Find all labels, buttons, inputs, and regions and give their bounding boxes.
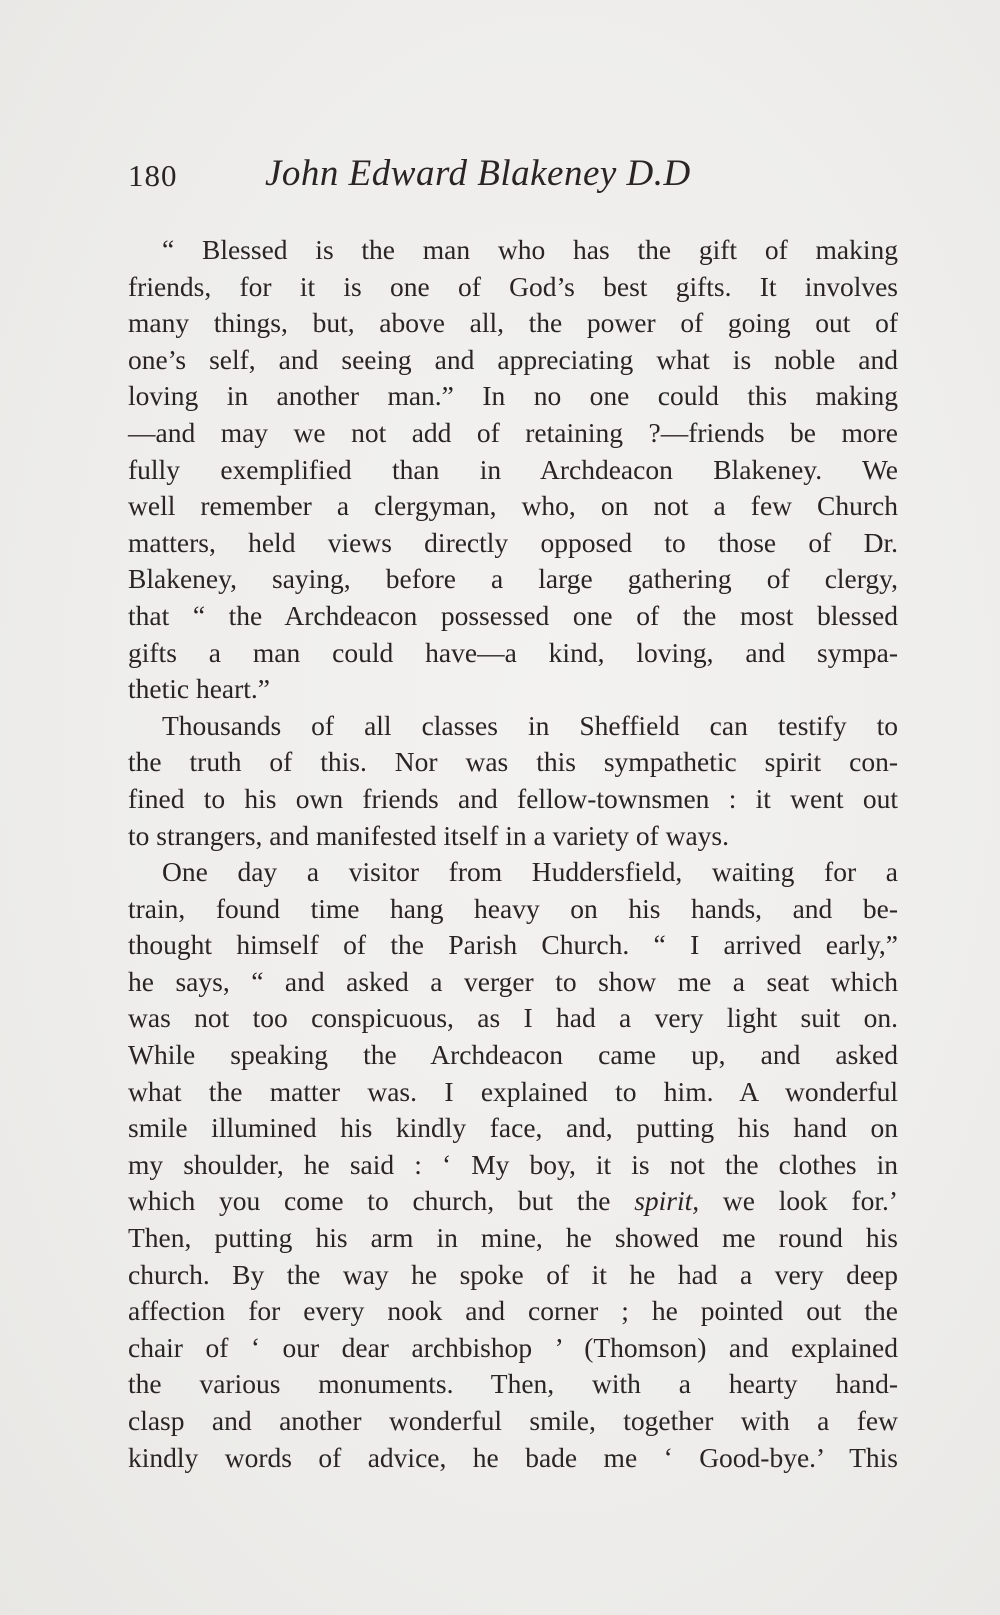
line-text: he says, “ and asked a verger to show me a seat which	[128, 965, 898, 997]
line-text: friends, for it is one of God’s best gifts. It involves	[128, 270, 898, 302]
line-text: thetic heart.”	[128, 673, 270, 705]
text-line	[128, 1330, 898, 1367]
line-text: While speaking the Archdeacon came up, and asked	[128, 1039, 898, 1071]
paragraph	[128, 708, 898, 854]
line-text: thought himself of the Parish Church. “ I arrived early,”	[128, 929, 898, 961]
text-line	[128, 1440, 898, 1477]
line-text: my shoulder, he said : ‘ My boy, it is not the clothes in	[128, 1148, 898, 1180]
line-text: clasp and another wonderful smile, together with a few	[128, 1405, 898, 1436]
text-line	[128, 1220, 898, 1257]
text-line	[128, 708, 898, 745]
line-text: matters, held views directly opposed to those of Dr.	[128, 526, 898, 558]
text-line	[128, 269, 898, 306]
paragraph	[128, 854, 898, 1476]
text-line	[128, 1074, 898, 1111]
line-text: “ Blessed is the man who has the gift of making	[162, 234, 898, 265]
page-number: 180	[128, 158, 178, 193]
text-line	[128, 598, 898, 635]
line-text: the various monuments. Then, with a hearty hand-	[128, 1368, 898, 1400]
line-text: fined to his own friends and fellow-townsmen : it went out	[128, 782, 898, 814]
text-line	[128, 1183, 898, 1220]
text-line	[128, 1037, 898, 1074]
line-text: that “ the Archdeacon possessed one of the most blessed	[128, 599, 898, 631]
text-line	[128, 744, 898, 781]
text-line	[128, 635, 898, 672]
line-text: smile illumined his kindly face, and, putting his hand on	[128, 1112, 898, 1144]
text-line	[128, 1110, 898, 1147]
line-text: kindly words of advice, he bade me ‘ Good-bye.’ This	[128, 1441, 898, 1473]
line-text: well remember a clergyman, who, on not a few Church	[128, 490, 898, 522]
text-line	[128, 1366, 898, 1403]
text-line	[128, 1147, 898, 1184]
line-text: what the matter was. I explained to him. A wonderful	[128, 1075, 898, 1107]
line-text: Then, putting his arm in mine, he showed me round his	[128, 1222, 898, 1254]
line-text: Blakeney, saying, before a large gathering of clergy,	[128, 563, 898, 595]
text-line	[128, 415, 898, 452]
page-header	[128, 152, 768, 202]
text-line	[128, 452, 898, 489]
line-text: affection for every nook and corner ; he pointed out the	[128, 1295, 898, 1327]
line-text: many things, but, above all, the power of going out of	[128, 307, 898, 339]
line-text: gifts a man could have—a kind, loving, and sympa-	[128, 636, 898, 668]
text-line	[128, 561, 898, 598]
text-line	[128, 927, 898, 964]
text-line	[128, 1293, 898, 1330]
text-line	[128, 1000, 898, 1037]
line-text: —and may we not add of retaining ?—friends be more	[128, 416, 898, 448]
body-text	[128, 232, 898, 1476]
line-text: fully exemplified than in Archdeacon Blakeney. We	[128, 453, 898, 485]
line-text: the truth of this. Nor was this sympathetic spirit con-	[128, 746, 898, 778]
text-line	[128, 854, 898, 891]
text-line	[128, 305, 898, 342]
line-text: train, found time hang heavy on his hands, and be-	[128, 892, 898, 924]
text-line	[128, 781, 898, 818]
line-text: church. By the way he spoke of it he had a very deep	[128, 1258, 898, 1290]
line-text: which you come to church, but the	[128, 1185, 635, 1217]
line-text: one’s self, and seeing and appreciating what is noble and	[128, 343, 898, 375]
text-line	[128, 671, 898, 708]
text-line	[128, 964, 898, 1001]
text-line	[128, 232, 898, 269]
line-text: chair of ‘ our dear archbishop ’ (Thomson) and explained	[128, 1331, 898, 1363]
emphasis-text: spirit,	[634, 1185, 700, 1217]
line-text: loving in another man.” In no one could this making	[128, 380, 898, 412]
text-line	[128, 818, 898, 855]
text-line	[128, 342, 898, 379]
text-line	[128, 1257, 898, 1294]
text-line	[128, 1403, 898, 1440]
line-text: to strangers, and manifested itself in a variety of ways.	[128, 819, 729, 851]
paragraph	[128, 232, 898, 708]
running-title: John Edward Blakeney D.D	[265, 153, 691, 194]
text-line	[128, 378, 898, 415]
text-line	[128, 891, 898, 928]
line-text-after: we look for.’	[699, 1185, 898, 1217]
text-line	[128, 525, 898, 562]
line-text: was not too conspicuous, as I had a very light suit on.	[128, 1002, 898, 1034]
line-text: Thousands of all classes in Sheffield can testify to	[162, 709, 898, 741]
text-line	[128, 488, 898, 525]
line-text: One day a visitor from Huddersfield, waiting for a	[162, 856, 898, 888]
